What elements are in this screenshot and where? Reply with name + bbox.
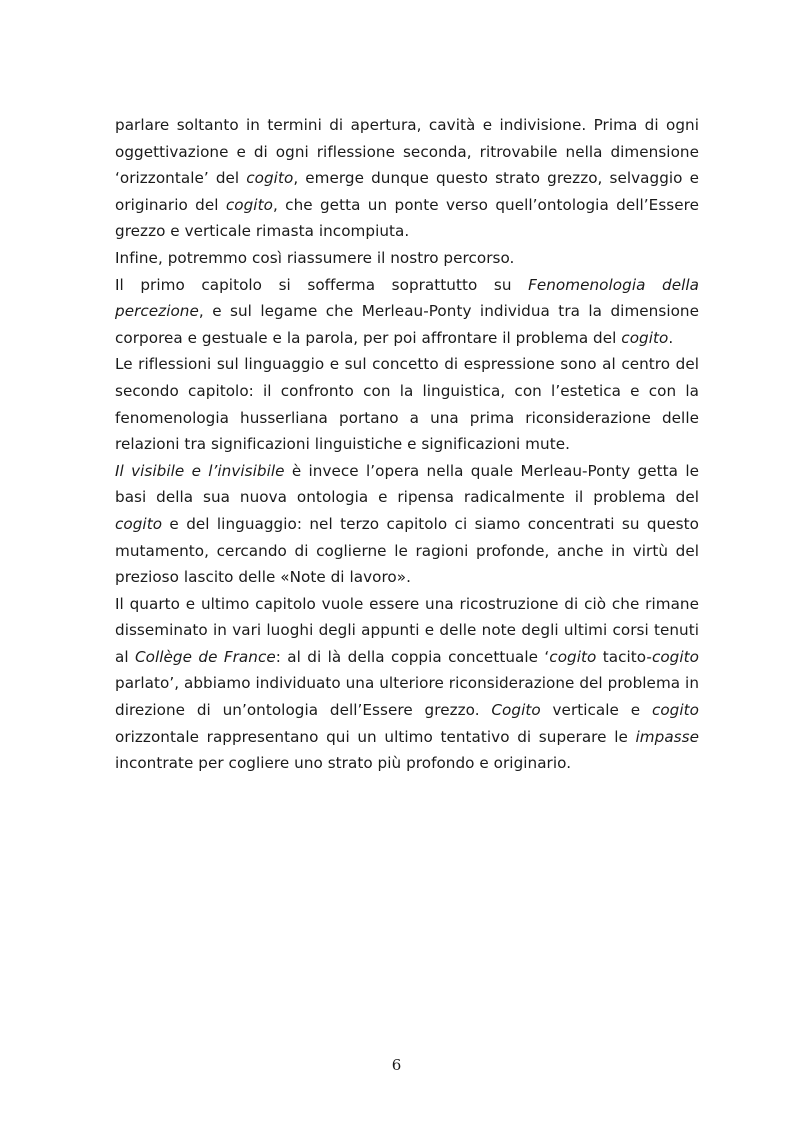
paragraph: Il visibile e l’invisibile è invece l’opera nella quale Merleau-Ponty getta le basi della sua nuova ontologia e ripensa radicalmente il problema del cogito e del linguaggio: nel terzo capitolo ci siamo concentrati su questo mutamento, cercando di coglierne le ragioni profonde, anche in virtù del prezioso lascito delle «Note di lavoro». (115, 461, 700, 587)
italic-text: cogito (246, 169, 294, 188)
body-text (115, 112, 699, 777)
italic-text: cogito (651, 701, 699, 720)
paragraph: Il primo capitolo si sofferma soprattutto su Fenomenologia della percezione, e sul legame che Merleau-Ponty individua tra la dimensione corporea e gestuale e la parola, per poi affrontare il problema del cogito. (115, 275, 699, 347)
italic-text: Cogito (491, 701, 541, 720)
italic-text: cogito (225, 195, 273, 214)
italic-text: Fenomenologia della percezione (115, 275, 699, 321)
italic-text: cogito (115, 514, 163, 533)
italic-text: Collège de France (135, 647, 276, 666)
paragraph: Infine, potremmo così riassumere il nostro percorso. (115, 248, 515, 267)
italic-text: cogito (621, 328, 669, 347)
paragraph: Le riflessioni sul linguaggio e sul concetto di espressione sono al centro del secondo capitolo: il confronto con la linguistica, con l’estetica e con la fenomenologia husserliana portano a una prima riconsiderazione delle relazioni tra significazioni linguistiche e significazioni mute. (115, 355, 699, 454)
paragraph: Il quarto e ultimo capitolo vuole essere una ricostruzione di ciò che rimane disseminato in vari luoghi degli appunti e delle note degli ultimi corsi tenuti al Collège de France: al di là della coppia concettuale ‘cogito tacito-cogito parlato’, abbiamo individuato una ulteriore riconsiderazione del problema in direzione di un’ontologia dell’Essere grezzo. Cogito verticale e cogito orizzontale rappresentano qui un ultimo tentativo di superare le impasse incontrate per cogliere uno strato più profondo e originario. (115, 594, 699, 773)
page-number: 6 (391, 1056, 402, 1074)
italic-text: Il visibile e l’invisibile (115, 461, 285, 480)
italic-text: impasse (635, 727, 699, 746)
italic-text: cogito (651, 647, 699, 666)
paragraph: parlare soltanto in termini di apertura, cavità e indivisione. Prima di ogni oggettivazione e di ogni riflessione seconda, ritrovabile nella dimensione ‘orizzontale’ del cogito, emerge dunque questo strato grezzo, selvaggio e originario del cogito, che getta un ponte verso quell’ontologia dell’Essere grezzo e verticale rimasta incompiuta. (115, 116, 699, 241)
italic-text: cogito (549, 647, 597, 666)
